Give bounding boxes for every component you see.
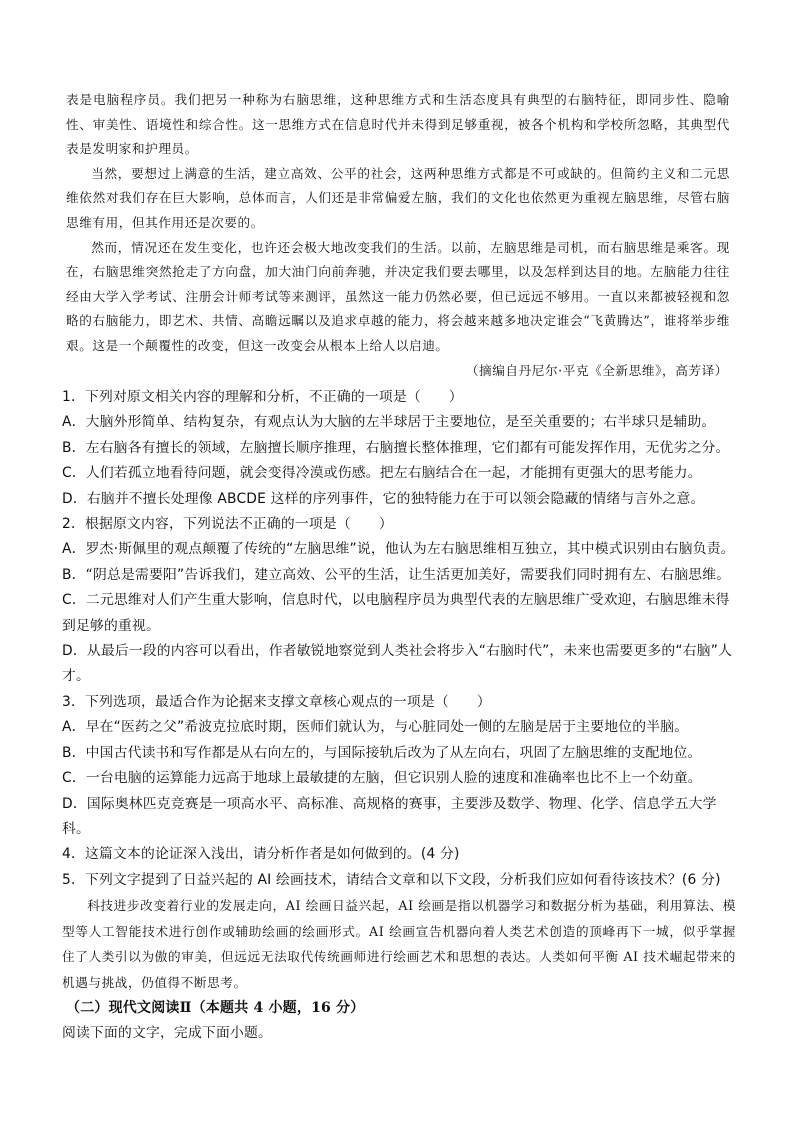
option-a: A．早在“医药之父”希波克拉底时期，医师们就认为，与心脏同处一侧的左脑是居于主要地位的半脑。 xyxy=(62,719,689,736)
question-2 xyxy=(62,512,736,690)
passage-paragraph-2: 当然，要想过上满意的生活，建立高效、公平的社会，这两种思维方式都是不可或缺的。但简约主义和二元思维依然对我们存在巨大影响，总体而言，人们还是非常偏爱左脑，我们的文化也依然更为重视左脑思维，尽管右脑思维有用，但其作用还是次要的。 xyxy=(66,165,730,230)
option-c: C．二元思维对人们产生重大影响，信息时代，以电脑程序员为典型代表的左脑思维广受欢迎，右脑思维未得到足够的重视。 xyxy=(62,592,730,634)
section-instruction: 阅读下面的文字，完成下面小题。 xyxy=(62,1024,272,1041)
passage-paragraph-1-continued: 表是电脑程序员。我们把另一种称为右脑思维，这种思维方式和生活态度具有典型的右脑特征，即同步性、隐喻性、审美性、语境性和综合性。这一思维方式在信息时代并未得到足够重视，被各个机构和学校所忽略，其典型代表是发明家和护理员。 xyxy=(66,92,730,157)
question-5-excerpt: 科技进步改变着行业的发展走向，AI 绘画日益兴起，AI 绘画是指以机器学习和数据分析为基础，利用算法、模型等人工智能技术进行创作或辅助绘画的绘画形式。AI 绘画宣告机器向着人类艺术创造的顶峰再下一城，似乎掌握住了人类引以为傲的审美，但远远无法取代传统画师进行绘画艺术和思想的表达。人类如何平衡 AI 技术崛起带来的机遇与挑战，仍值得不断思考。 xyxy=(62,898,736,990)
question-4: 4．这篇文本的论证深入浅出，请分析作者是如何做到的。(4 分) xyxy=(62,846,460,863)
section-heading: （二）现代文阅读Ⅱ（本题共 4 小题，16 分） xyxy=(66,999,365,1016)
option-c: C．一台电脑的运算能力远高于地球上最敏捷的左脑，但它识别人脸的速度和准确率也比不上一个幼童。 xyxy=(62,770,702,787)
option-b: B．左右脑各有擅长的领域，左脑擅长顺序推理，右脑擅长整体推理，它们都有可能发挥作用，无优劣之分。 xyxy=(62,439,730,456)
question-stem: 2．根据原文内容，下列说法不正确的一项是（ ） xyxy=(62,516,393,533)
reading-passage xyxy=(66,88,730,383)
option-c: C．人们若孤立地看待问题，就会变得冷漠或伤感。把左右脑结合在一起，才能拥有更强大的思考能力。 xyxy=(62,465,702,482)
option-a: A．大脑外形简单、结构复杂，有观点认为大脑的左半球居于主要地位，是至关重要的；右半球只是辅助。 xyxy=(62,414,716,431)
question-5 xyxy=(62,868,736,996)
question-1 xyxy=(62,385,736,512)
question-stem: 3．下列选项，最适合作为论据来支撑文章核心观点的一项是（ ） xyxy=(62,693,491,710)
option-d: D．右脑并不擅长处理像 ABCDE 这样的序列事件，它的独特能力在于可以领会隐藏的情绪与言外之意。 xyxy=(62,490,705,507)
question-stem: 5．下列文字提到了日益兴起的 AI 绘画技术，请结合文章和以下文段，分析我们应如何看待该技术？(6 分) xyxy=(62,871,721,888)
option-d: D．国际奥林匹克竞赛是一项高水平、高标准、高规格的赛事，主要涉及数学、物理、化学、信息学五大学科。 xyxy=(62,795,717,837)
option-b: B．“阴总是需要阳”告诉我们，建立高效、公平的生活，让生活更加美好，需要我们同时拥有左、右脑思维。 xyxy=(62,566,731,583)
option-d: D．从最后一段的内容可以看出，作者敏锐地察觉到人类社会将步入“右脑时代”，未来也需要更多的“右脑”人才。 xyxy=(62,643,733,685)
question-list xyxy=(62,385,736,1046)
option-a: A．罗杰·斯佩里的观点颠覆了传统的“左脑思维”说，他认为左右脑思维相互独立，其中模式识别由右脑负责。 xyxy=(62,541,735,558)
passage-paragraph-3: 然而，情况还在发生变化，也许还会极大地改变我们的生活。以前，左脑思维是司机，而右脑思维是乘客。现在，右脑思维突然抢走了方向盘，加大油门向前奔驰，并决定我们要去哪里，以及怎样到达目的地。左脑能力往往经由大学入学考试、注册会计师考试等来测评，虽然这一能力仍然必要，但已远远不够用。一直以来都被轻视和忽略的右脑能力，即艺术、共情、高瞻远瞩以及追求卓越的能力，将会越来越多地决定谁会“飞黄腾达”，谁将举步维艰。这是一个颠覆性的改变，但这一改变会从根本上给人以启迪。 xyxy=(66,239,730,353)
question-3 xyxy=(62,690,736,842)
question-stem: 1．下列对原文相关内容的理解和分析，不正确的一项是（ ） xyxy=(62,389,463,405)
passage-source: （摘编自丹尼尔·平克《全新思维》，高芳译） xyxy=(465,362,728,378)
option-b: B．中国古代读书和写作都是从右向左的，与国际接轨后改为了从左向右，巩固了左脑思维的支配地位。 xyxy=(62,744,702,761)
